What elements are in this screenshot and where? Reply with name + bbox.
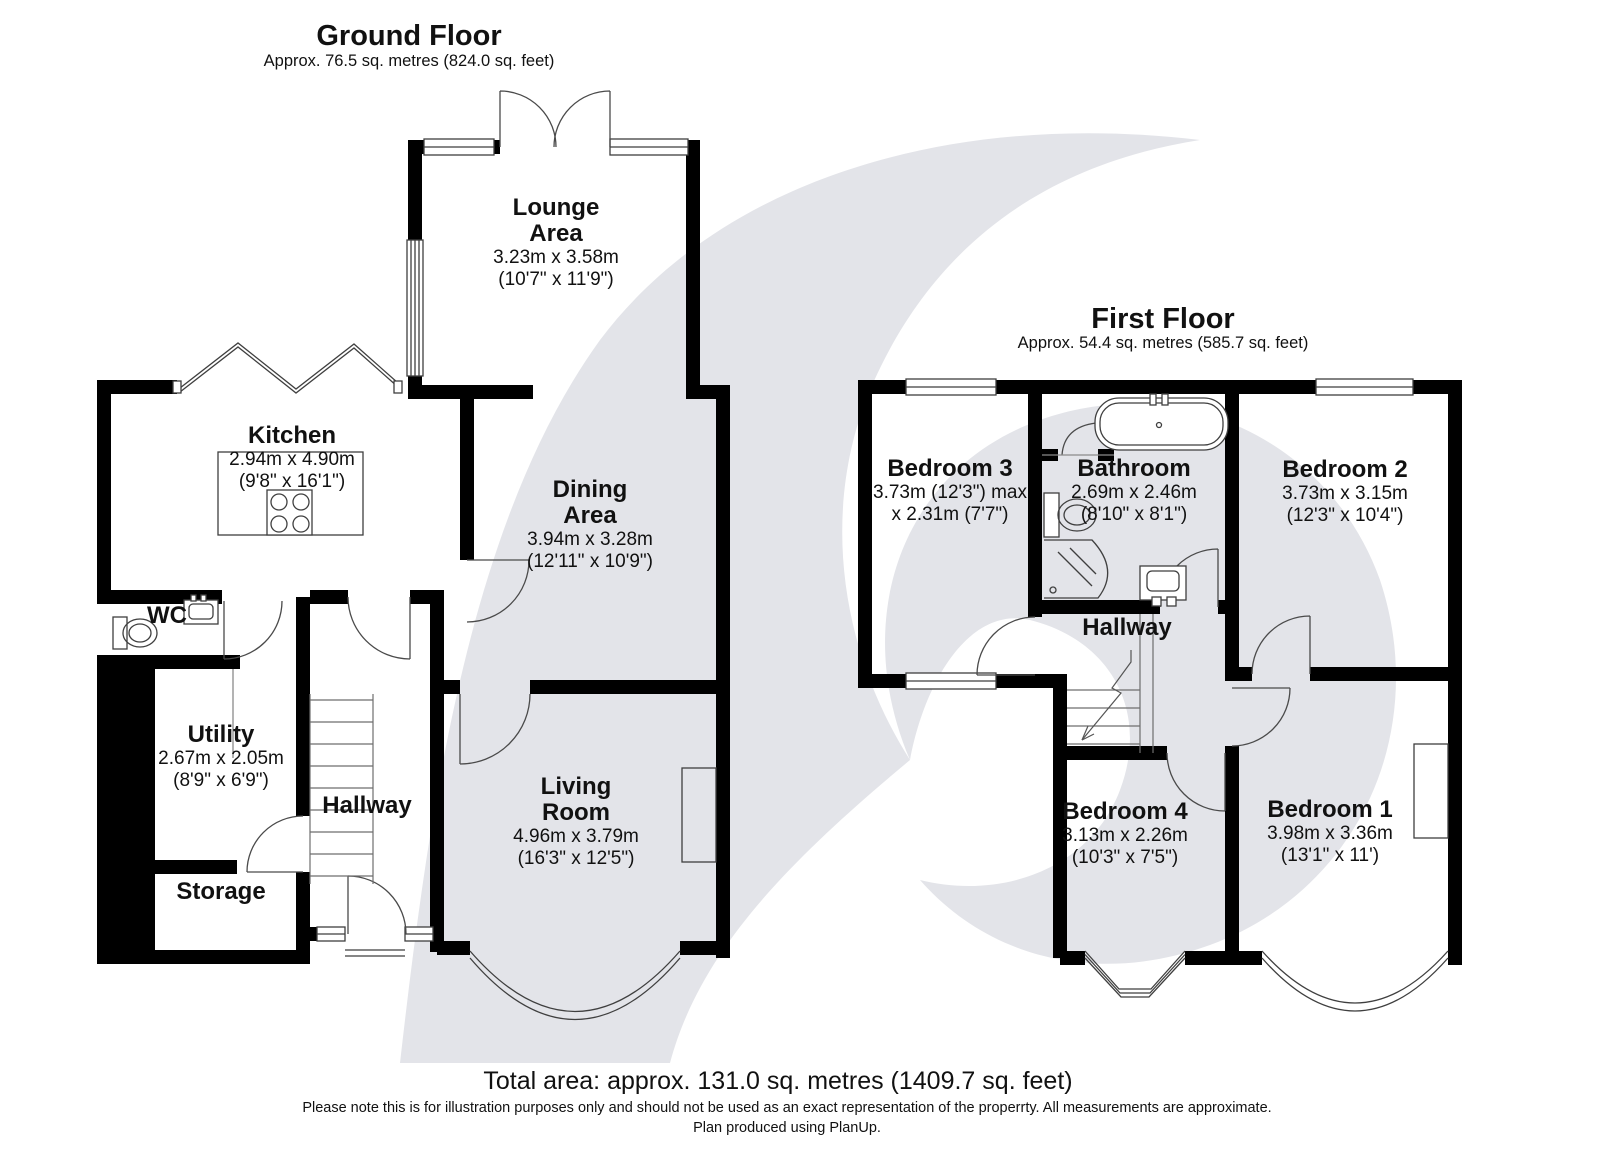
room-label-living: Living Room 4.96m x 3.79m (16'3" x 12'5") [513, 773, 639, 869]
room-label-bedroom2: Bedroom 2 3.73m x 3.15m (12'3" x 10'4") [1282, 456, 1408, 526]
room-hallway-ground [310, 607, 430, 927]
room-label-utility: Utility 2.67m x 2.05m (8'9" x 6'9") [158, 721, 284, 791]
room-bedroom3 [872, 394, 1028, 674]
room-label-bedroom3: Bedroom 3 3.73m (12'3") max x 2.31m (7'7") [873, 455, 1027, 525]
disclaimer-text: Please note this is for illustration purposes only and should not be used as an exact representation of the properrty. All measurements are approximate. [302, 1100, 1272, 1116]
bay-window-bedroom1 [1262, 951, 1448, 1011]
ground-floor-title: Ground Floor [316, 20, 502, 52]
first-floor-area: Approx. 54.4 sq. metres (585.7 sq. feet) [1017, 334, 1309, 352]
room-label-bedroom1: Bedroom 1 3.98m x 3.36m (13'1" x 11') [1267, 796, 1393, 866]
room-label-bathroom: Bathroom 2.69m x 2.46m (8'10" x 8'1") [1071, 455, 1197, 525]
window-porch-left [317, 927, 345, 941]
credit-text: Plan produced using PlanUp. [693, 1120, 881, 1136]
window-bedroom3-top [906, 379, 996, 395]
total-area-text: Total area: approx. 131.0 sq. metres (1409.7 sq. feet) [483, 1067, 1073, 1095]
room-label-hallway-ground: Hallway [322, 792, 412, 819]
room-label-bedroom4: Bedroom 4 3.13m x 2.26m (10'3" x 7'5") [1062, 798, 1188, 868]
window-bedroom2-top [1316, 379, 1413, 395]
window-lounge-top-left [424, 139, 494, 155]
first-floor-title: First Floor [1091, 303, 1235, 335]
ground-floor-area: Approx. 76.5 sq. metres (824.0 sq. feet) [263, 52, 555, 70]
bathtub [1095, 394, 1228, 450]
room-label-hallway-first: Hallway [1082, 614, 1172, 641]
front-door-threshold [345, 950, 405, 956]
room-label-lounge: Lounge Area 3.23m x 3.58m (10'7" x 11'9") [493, 194, 619, 290]
window-lounge-side [407, 240, 423, 376]
room-bedroom2 [1239, 394, 1448, 667]
window-lounge-top-right [610, 139, 688, 155]
room-label-kitchen: Kitchen 2.94m x 4.90m (9'8" x 16'1") [229, 422, 355, 492]
window-porch-right [405, 927, 433, 941]
kitchen-hob [267, 490, 312, 535]
open-plan-divider-zigzag [173, 343, 402, 393]
room-label-storage: Storage [176, 878, 266, 905]
sink-bathroom [1140, 566, 1186, 606]
door-french-lounge [500, 91, 610, 147]
side-wall-band [97, 655, 155, 957]
room-label-wc: WC [147, 602, 187, 629]
room-label-dining: Dining Area 3.94m x 3.28m (12'11" x 10'9") [526, 476, 654, 572]
